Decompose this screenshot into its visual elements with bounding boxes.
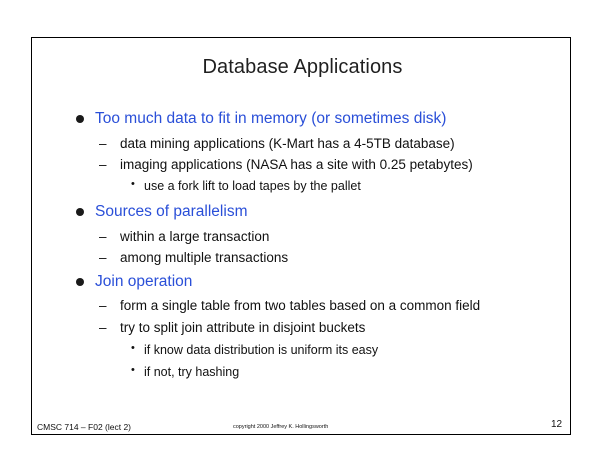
sub-item-1-2-text: imaging applications (NASA has a site with 0.25 petabytes)	[120, 157, 473, 172]
course-footer: CMSC 714 – F02 (lect 2)	[37, 422, 132, 432]
dash-icon: –	[99, 250, 107, 265]
bullet-item-2-text: Sources of parallelism	[95, 203, 248, 220]
sub-item-1-1-text: data mining applications (K-Mart has a 4-5TB database)	[120, 136, 455, 151]
sub-item-3-1	[99, 298, 481, 313]
sub-item-3-2-text: try to split join attribute in disjoint buckets	[120, 320, 366, 335]
small-bullet-icon: •	[131, 342, 135, 354]
sub-sub-item-1-2-1-text: use a fork lift to load tapes by the pallet	[144, 179, 361, 193]
sub-item-2-1	[99, 229, 270, 244]
page-number: 12	[551, 419, 563, 430]
slide-frame	[31, 37, 571, 435]
bullet-item-3-text: Join operation	[95, 273, 193, 290]
dash-icon: –	[99, 298, 107, 313]
sub-item-1-1	[99, 136, 455, 151]
sub-item-2-1-text: within a large transaction	[120, 229, 270, 244]
small-bullet-icon: •	[131, 364, 135, 376]
sub-sub-item-3-2-1-text: if know data distribution is uniform its easy	[144, 343, 379, 357]
dash-icon: –	[99, 229, 107, 244]
bullet-dot-icon	[76, 115, 84, 123]
sub-item-3-2	[99, 320, 366, 335]
bullet-item-1-text: Too much data to fit in memory (or sometimes disk)	[95, 110, 447, 127]
sub-sub-item-3-2-2-text: if not, try hashing	[144, 365, 240, 379]
sub-sub-item-3-2-1	[131, 342, 379, 357]
slide-title: Database Applications	[202, 56, 403, 78]
bullet-item-1	[95, 110, 446, 128]
sub-sub-item-3-2-2	[131, 364, 240, 379]
sub-item-1-2	[99, 157, 473, 172]
bullet-dot-icon	[76, 208, 84, 216]
sub-item-2-2	[99, 250, 289, 265]
dash-icon: –	[99, 320, 107, 335]
dash-icon: –	[99, 136, 107, 151]
sub-item-3-1-text: form a single table from two tables based on a common field	[120, 298, 481, 313]
bullet-dot-icon	[76, 278, 84, 286]
sub-sub-item-1-2-1	[131, 178, 361, 193]
copyright-footer: copyright 2000 Jeffrey K. Hollingsworth	[233, 424, 329, 430]
bullet-item-3	[95, 273, 192, 291]
dash-icon: –	[99, 157, 107, 172]
sub-item-2-2-text: among multiple transactions	[120, 250, 289, 265]
small-bullet-icon: •	[131, 178, 135, 190]
bullet-item-2	[95, 203, 247, 221]
